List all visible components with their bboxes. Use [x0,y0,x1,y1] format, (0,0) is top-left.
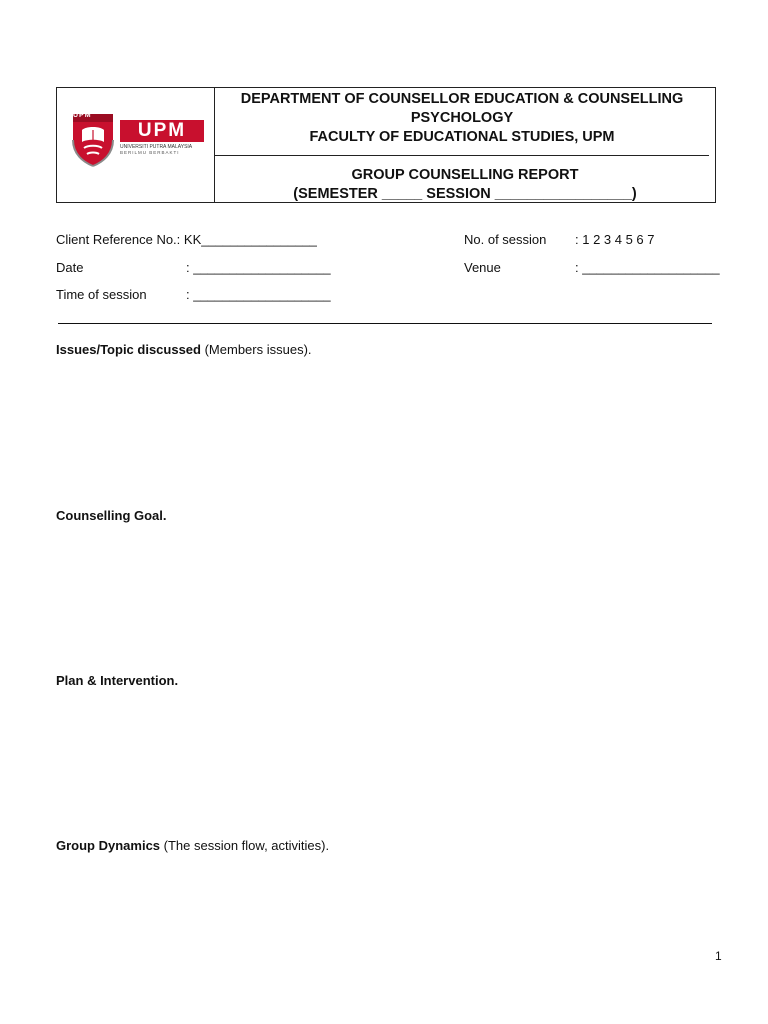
time-of-session-label: Time of session [56,287,147,302]
department-title-line2: PSYCHOLOGY [410,110,514,126]
goal-title: Counselling Goal. [56,508,167,523]
faculty-title: FACULTY OF EDUCATIONAL STUDIES, UPM [309,129,615,145]
logo-upm-wordmark: UPM [120,120,204,142]
logo-university-name: UNIVERSITI PUTRA MALAYSIA [120,144,193,150]
section-divider [58,323,712,324]
goal-section-heading [56,508,167,524]
number-of-session-options[interactable]: : 1 2 3 4 5 6 7 [575,232,655,247]
header-table [56,87,716,203]
report-heading [215,166,715,204]
upm-shield-icon [70,112,116,168]
logo-small-upm-text: UPM [73,112,92,119]
venue-label: Venue [464,260,501,275]
number-of-session-label: No. of session [464,232,547,247]
dynamics-note: (The session flow, activities). [160,838,330,853]
logo-cell [57,88,215,202]
issues-title: Issues/Topic discussed [56,342,201,357]
title-cell [215,88,715,202]
date-label: Date [56,260,84,275]
time-of-session-field[interactable]: : ___________________ [186,287,331,302]
report-title: GROUP COUNSELLING REPORT [351,167,579,183]
plan-title: Plan & Intervention. [56,673,179,688]
dynamics-title: Group Dynamics [56,838,161,853]
issues-section-heading [56,342,312,358]
plan-section-heading [56,673,178,689]
department-title-line1: DEPARTMENT OF COUNSELLOR EDUCATION & COUNSELLING [240,91,684,107]
logo-motto: BERILMU BERBAKTI [120,150,180,155]
dynamics-section-heading [56,838,329,854]
report-semester-session: (SEMESTER _____ SESSION _________________) [293,186,637,202]
page-number: 1 [715,949,722,963]
date-field[interactable]: : ___________________ [186,260,331,275]
client-reference-field[interactable]: Client Reference No.: KK________________ [56,232,317,247]
department-heading [215,88,709,156]
venue-field[interactable]: : ___________________ [575,260,720,275]
issues-note: (Members issues). [200,342,312,357]
